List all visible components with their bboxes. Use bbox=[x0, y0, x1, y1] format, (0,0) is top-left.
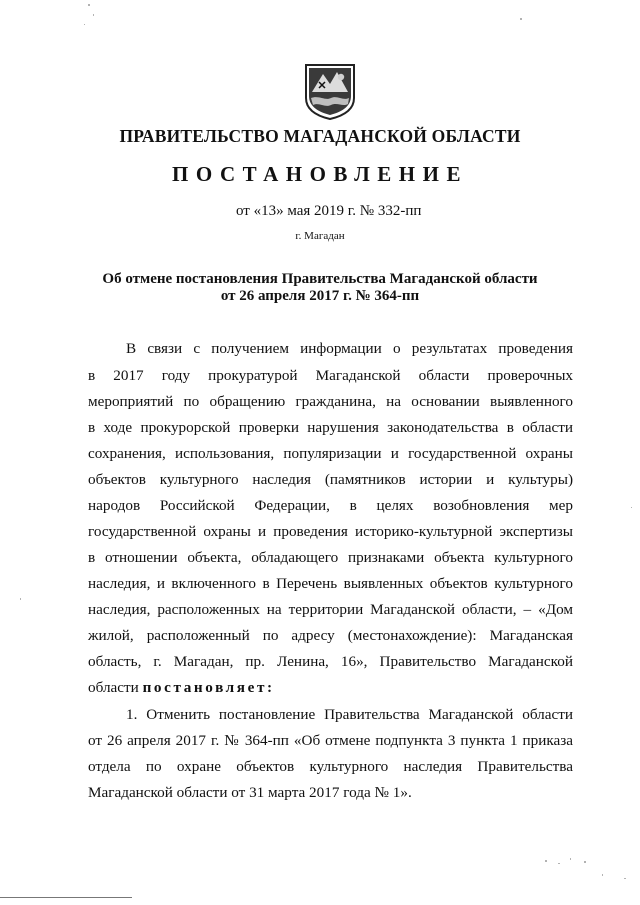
scan-speck bbox=[84, 24, 85, 25]
body-line: в ходе прокурорской проверки нарушения законодательства в области bbox=[88, 419, 573, 436]
government-name: ПРАВИТЕЛЬСТВО МАГАДАНСКОЙ ОБЛАСТИ bbox=[119, 126, 521, 146]
scan-speck bbox=[88, 4, 90, 6]
document-type: ПОСТАНОВЛЕНИЕ bbox=[172, 162, 468, 186]
body-line-start: области bbox=[88, 679, 143, 696]
item-line: Магаданской области от 31 марта 2017 года № 1». bbox=[88, 784, 412, 801]
document-city: г. Магадан bbox=[295, 230, 345, 242]
decree-word: постановляет: bbox=[142, 679, 275, 696]
document-date-number: от «13» мая 2019 г. № 332-пп bbox=[236, 203, 422, 219]
coat-of-arms-icon bbox=[303, 62, 357, 120]
subject-line: от 26 апреля 2017 г. № 364-пп bbox=[220, 288, 420, 304]
item-line: от 26 апреля 2017 г. № 364-пп «Об отмене подпункта 3 пункта 1 приказа bbox=[88, 732, 573, 749]
scan-speck bbox=[93, 14, 94, 16]
body-line: в 2017 году прокуратурой Магаданской области проверочных bbox=[88, 367, 573, 384]
scan-speck bbox=[20, 598, 21, 600]
subject-line: Об отмене постановления Правительства Магаданской области bbox=[102, 271, 538, 287]
body-line: мероприятий по обращению гражданина, на основании выявленного bbox=[88, 393, 573, 410]
item-line: отдела по охране объектов культурного наследия Правительства bbox=[88, 758, 573, 775]
body-line: народов Российской Федерации, в целях возобновления мер bbox=[88, 497, 573, 514]
body-line: государственной охраны и проведения историко-культурной экспертизы bbox=[88, 523, 573, 540]
body-line: жилой, расположенный по адресу (местонахождение): Магаданская bbox=[88, 627, 573, 644]
body-line: наследия, и включенного в Перечень выявленных объектов культурного bbox=[88, 575, 573, 592]
scan-speck bbox=[570, 858, 571, 860]
body-line: наследия, расположенных на территории Магаданской области, – «Дом bbox=[88, 601, 573, 618]
body-last-line bbox=[88, 679, 275, 697]
scan-speck bbox=[631, 507, 632, 508]
scan-speck bbox=[520, 18, 522, 20]
scan-speck bbox=[558, 863, 560, 864]
body-line: В связи с получением информации о результатах проведения bbox=[126, 340, 573, 357]
scan-speck bbox=[545, 860, 547, 862]
document-subject bbox=[0, 271, 640, 305]
footer-rule bbox=[0, 897, 132, 898]
scan-speck bbox=[584, 861, 586, 863]
body-line: в отношении объекта, обладающего признаками объекта культурного bbox=[88, 549, 573, 566]
scan-speck bbox=[602, 874, 603, 876]
body-line: сохранения, использования, популяризации и государственной охраны bbox=[88, 445, 573, 462]
body-line: объектов культурного наследия (памятников истории и культуры) bbox=[88, 471, 573, 488]
body-line: область, г. Магадан, пр. Ленина, 16», Правительство Магаданской bbox=[88, 653, 573, 670]
scan-speck bbox=[624, 878, 626, 879]
item-line: 1. Отменить постановление Правительства Магаданской области bbox=[126, 706, 573, 723]
